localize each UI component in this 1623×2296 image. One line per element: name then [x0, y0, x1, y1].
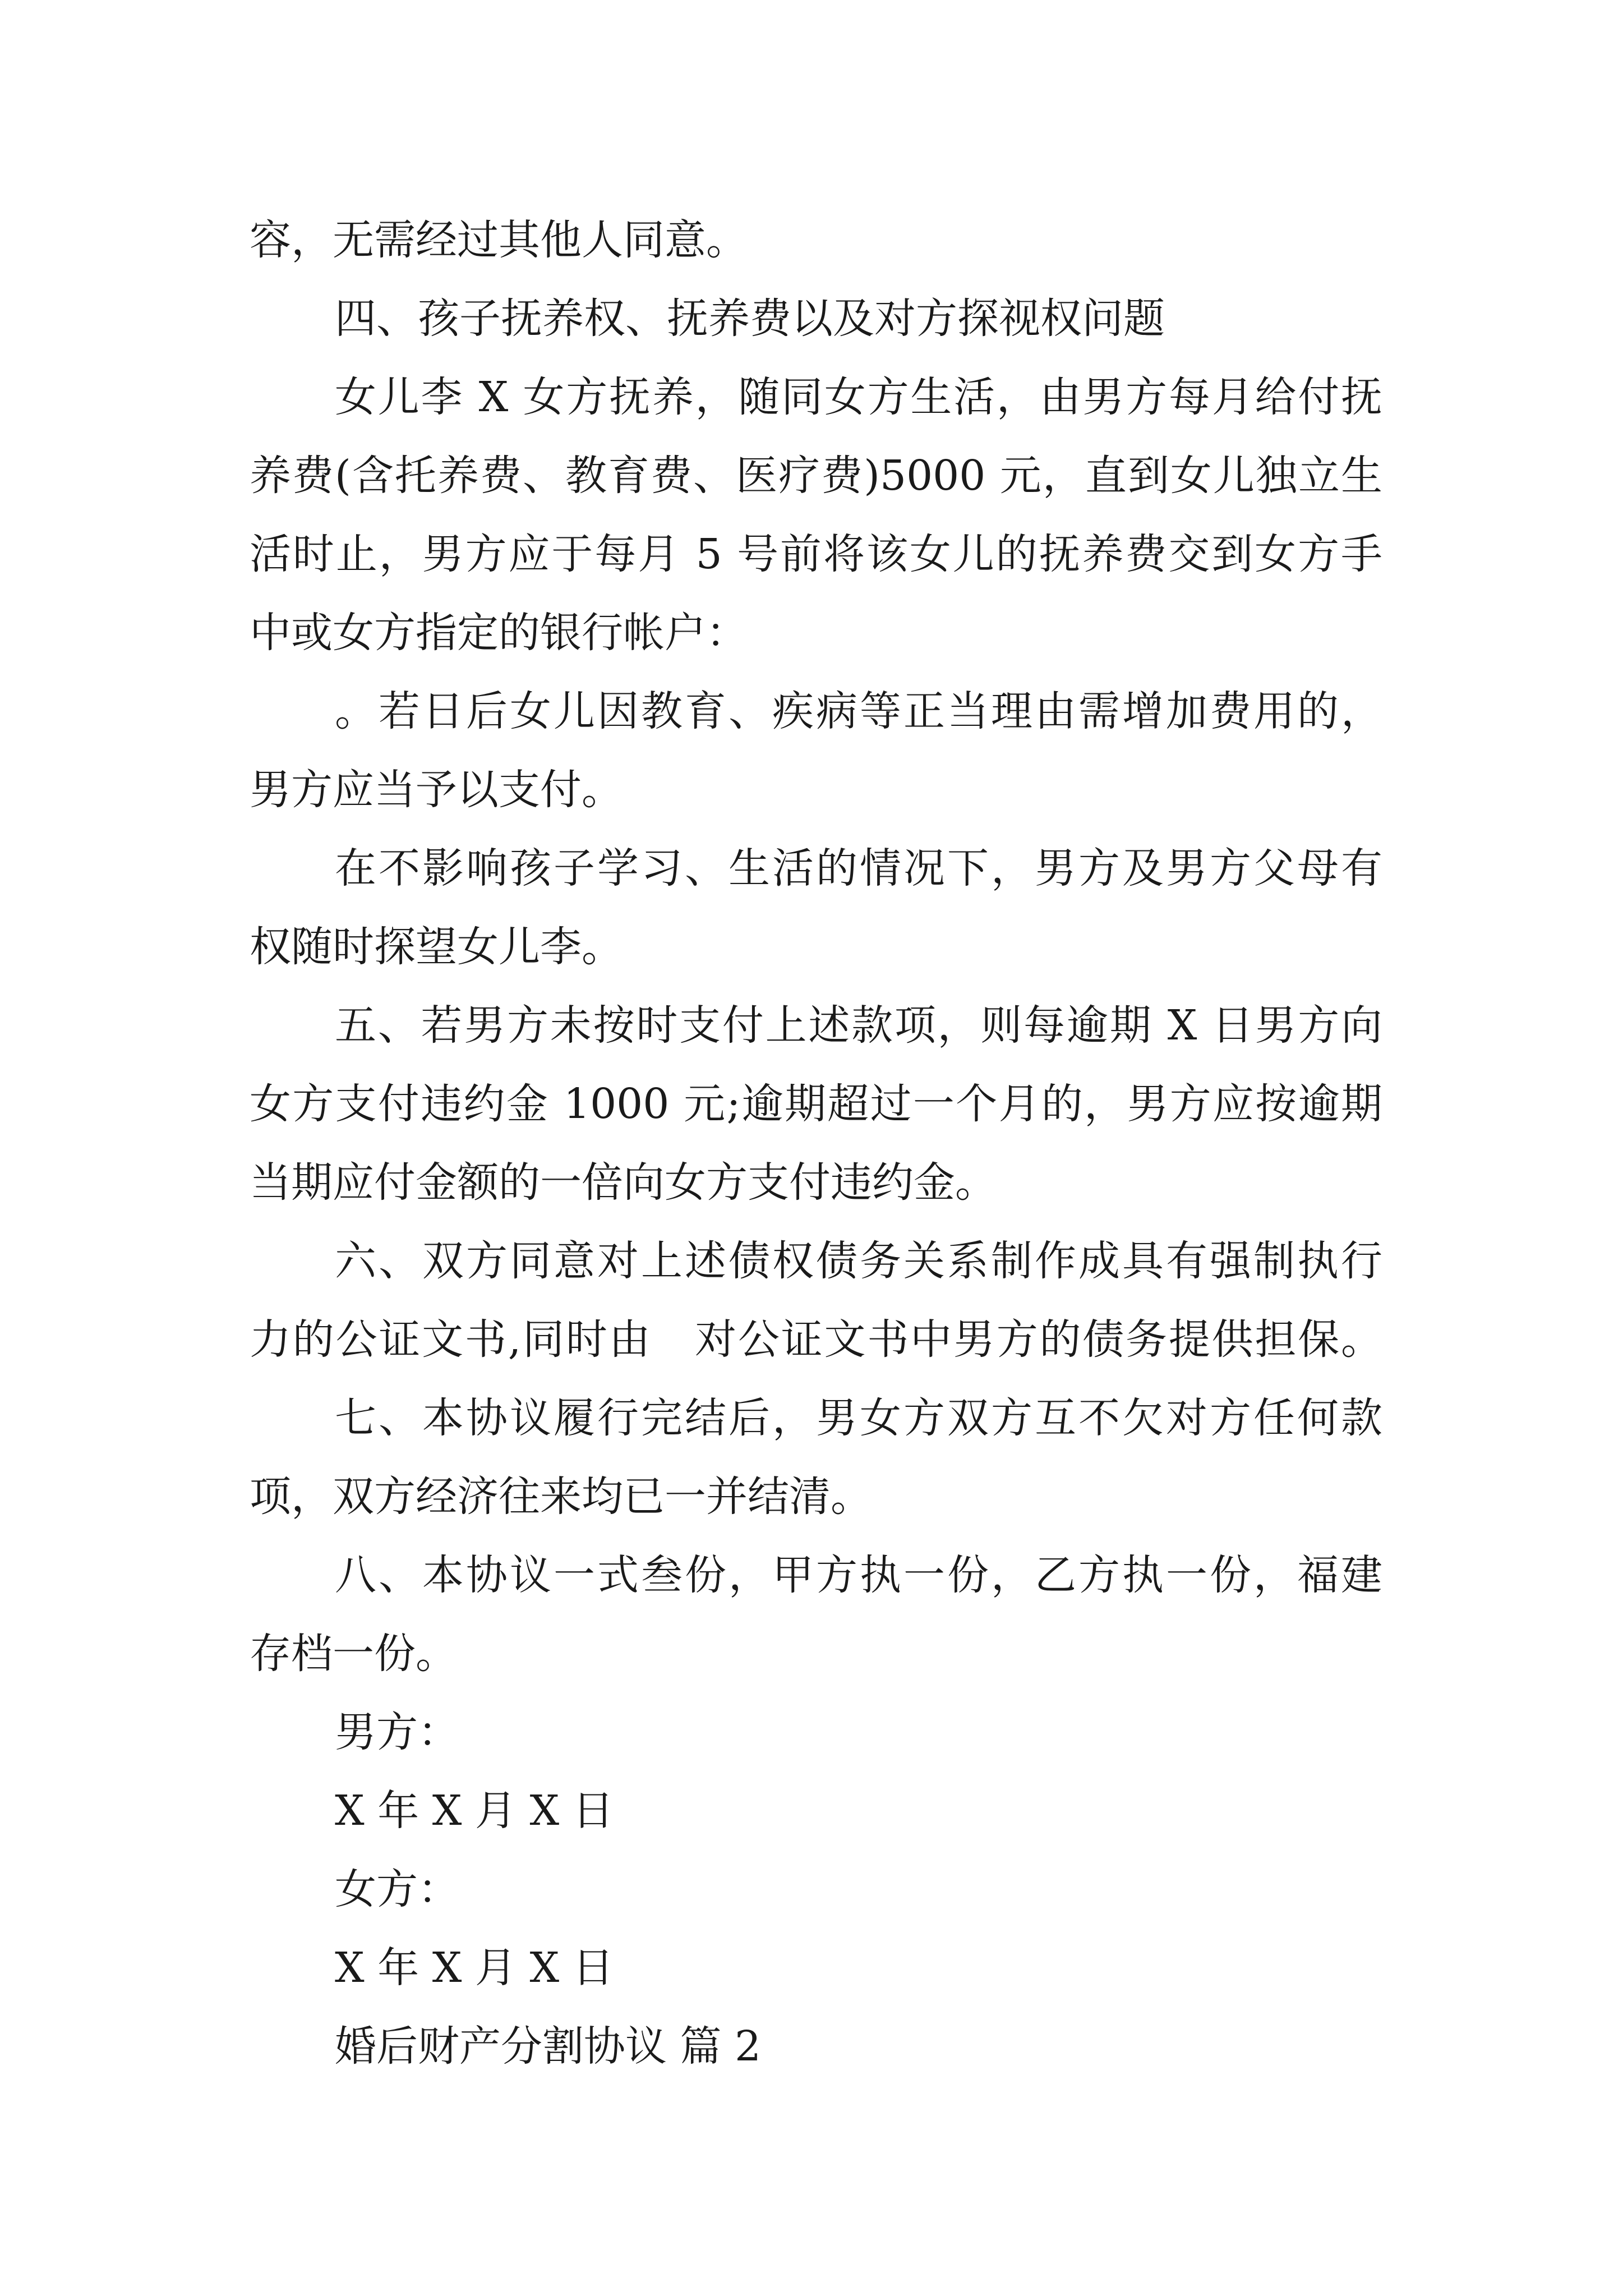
text-line: 在不影响孩子学习、生活的情况下，男方及男方父母有	[335, 844, 1382, 892]
text-line: 力的公证文书,同时由 对公证文书中男方的债务提供担保。	[250, 1315, 1382, 1364]
text-line: 五、若男方未按时支付上述款项，则每逾期 X 日男方向	[335, 1001, 1382, 1050]
text-line: 养费(含托养费、教育费、医疗费)5000 元，直到女儿独立生	[250, 452, 1382, 500]
text-line: 女儿李 X 女方抚养，随同女方生活，由男方每月给付抚	[335, 373, 1382, 421]
text-line: 活时止，男方应于每月 5 号前将该女儿的抚养费交到女方手	[250, 530, 1382, 578]
text-line: 权随时探望女儿李。	[250, 923, 623, 971]
text-line: 六、双方同意对上述债权债务关系制作成具有强制执行	[335, 1237, 1382, 1285]
text-line: 中或女方指定的银行帐户：	[250, 609, 748, 657]
section-heading: 四、孩子抚养权、抚养费以及对方探视权问题	[335, 295, 1165, 343]
signature-date-female: X 年 X 月 X 日	[335, 1944, 614, 1992]
text-line: 七、本协议履行完结后，男女方双方互不欠对方任何款	[335, 1394, 1382, 1442]
text-line: 容，无需经过其他人同意。	[250, 216, 748, 264]
signature-label-female: 女方：	[335, 1865, 459, 1913]
text-line: 当期应付金额的一倍向女方支付违约金。	[250, 1158, 997, 1207]
text-line: 八、本协议一式叁份，甲方执一份，乙方执一份，福建	[335, 1551, 1382, 1599]
text-line: 。若日后女儿因教育、疾病等正当理由需增加费用的，	[335, 687, 1382, 735]
signature-date-male: X 年 X 月 X 日	[335, 1787, 614, 1835]
signature-label-male: 男方：	[335, 1708, 459, 1756]
text-line: 男方应当予以支付。	[250, 766, 623, 814]
next-section-title: 婚后财产分割协议 篇 2	[335, 2022, 762, 2070]
text-line: 存档一份。	[250, 1630, 457, 1678]
text-line: 项，双方经济往来均已一并结清。	[250, 1473, 872, 1521]
text-line: 女方支付违约金 1000 元;逾期超过一个月的，男方应按逾期	[250, 1080, 1382, 1128]
